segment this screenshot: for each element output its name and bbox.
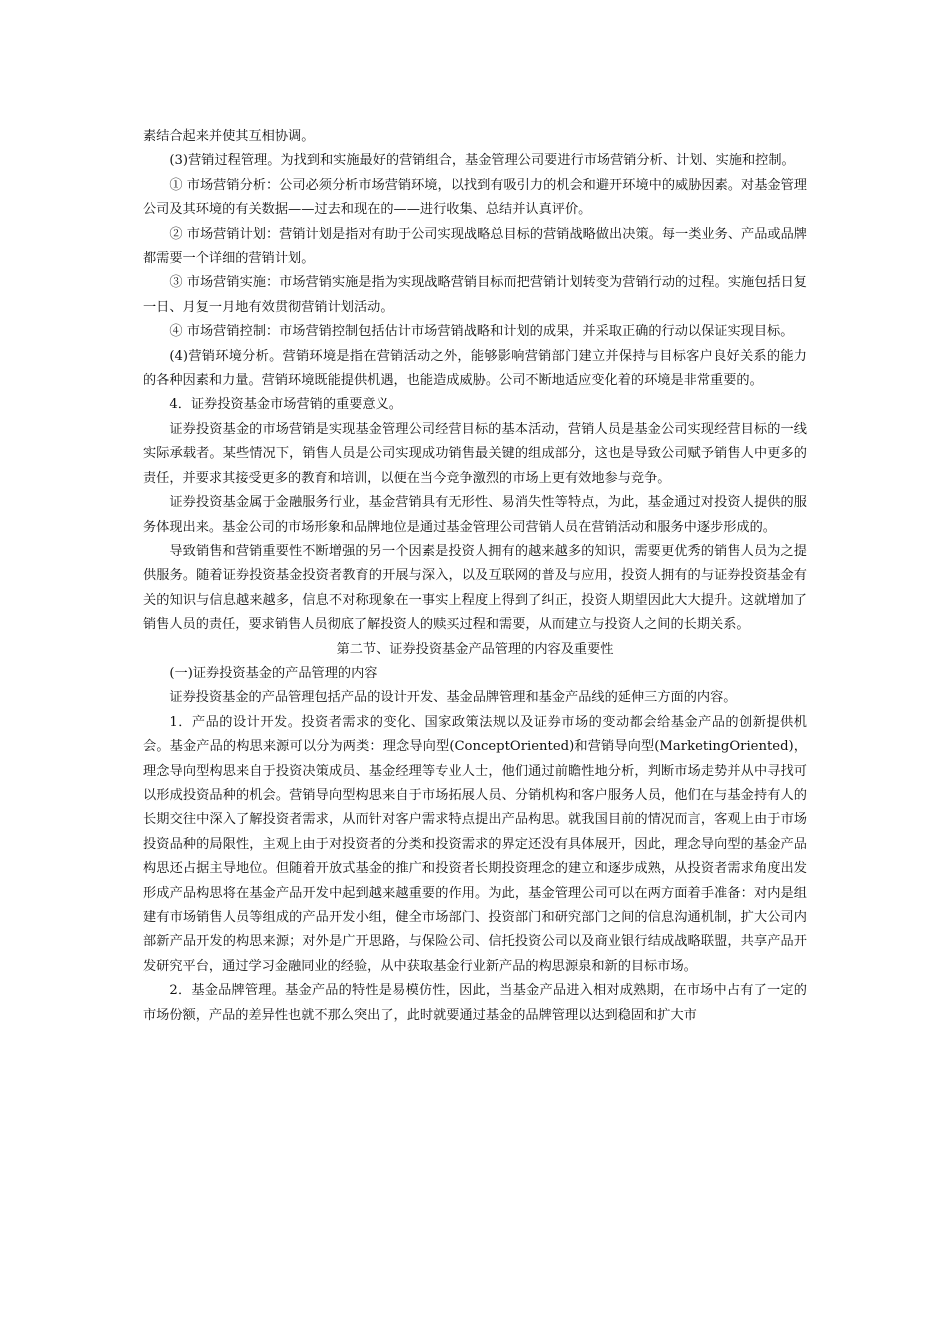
paragraph: ③ 市场营销实施：市场营销实施是指为实现战略营销目标而把营销计划转变为营销行动的过程。实施包括日复一日、月复一月地有效贯彻营销计划活动。 <box>143 275 807 315</box>
paragraph: 1．产品的设计开发。投资者需求的变化、国家政策法规以及证券市场的变动都会给基金产品的创新提供机会。基金产品的构思来源可以分为两类：理念导向型(ConceptOriented)和营销导向型(MarketingOriented)，理念导向型构思来自于投资决策成员、基金经理等专业人士，他们通过前瞻性地分析，判断市场走势并从中寻找可以形成投资品种的机会。营销导向型构思来自于市场拓展人员、分销机构和客户服务人员，他们在与基金持有人的长期交往中深入了解投资者需求，从而针对客户需求特点提出产品构思。就我国目前的情况而言，客观上由于市场投资品种的局限性，主观上由于对投资者的分类和投资需求的界定还没有具体展开，因此，理念导向型的基金产品构思还占据主导地位。但随着开放式基金的推广和投资者长期投资理念的建立和逐步成熟，从投资者需求角度出发形成产品构思将在基金产品开发中起到越来越重要的作用。为此，基金管理公司可以在两方面着手准备：对内是组建有市场销售人员等组成的产品开发小组，健全市场部门、投资部门和研究部门之间的信息沟通机制，扩大公司内部新产品开发的构思来源；对外是广开思路，与保险公司、信托投资公司以及商业银行结成战略联盟，共享产品开发研究平台，通过学习金融同业的经验，从中获取基金行业新产品的构思源泉和新的目标市场。 <box>143 714 807 974</box>
paragraph: (4)营销环境分析。营销环境是指在营销活动之外，能够影响营销部门建立并保持与目标客户良好关系的能力的各种因素和力量。营销环境既能提供机遇，也能造成威胁。公司不断地适应变化着的环境是非常重要的。 <box>143 348 807 389</box>
paragraph: 证券投资基金的市场营销是实现基金管理公司经营目标的基本活动，营销人员是基金公司实现经营目标的一线实际承载者。某些情况下，销售人员是公司实现成功销售最关键的组成部分，这也是导致公司赋予销售人中更多的责任，并要求其接受更多的教育和培训，以便在当今竞争激烈的市场上更有效地参与竞争。 <box>143 421 807 486</box>
section-item-heading: 4．证券投资基金市场营销的重要意义。 <box>169 397 402 413</box>
paragraph: ① 市场营销分析：公司必须分析市场营销环境，以找到有吸引力的机会和避开环境中的威胁因素。对基金管理公司及其环境的有关数据——过去和现在的——进行收集、总结并认真评价。 <box>143 177 807 218</box>
document-page <box>143 125 807 1028</box>
paragraph: 素结合起来并使其互相协调。 <box>143 129 315 144</box>
paragraph: 导致销售和营销重要性不断增强的另一个因素是投资人拥有的越来越多的知识，需要更优秀的销售人员为之提供服务。随着证券投资基金投资者教育的开展与深入，以及互联网的普及与应用，投资人拥有的与证券投资基金有关的知识与信息越来越多，信息不对称现象在一事实上程度上得到了纠正，投资人期望因此大大提升。这就增加了销售人员的责任，要求销售人员彻底了解投资人的赎买过程和需要，从而建立与投资人之间的长期关系。 <box>143 543 807 633</box>
subsection-heading: (一)证券投资基金的产品管理的内容 <box>169 665 378 681</box>
paragraph: (3)营销过程管理。为找到和实施最好的营销组合，基金管理公司要进行市场营销分析、计划、实施和控制。 <box>169 153 795 169</box>
paragraph: 2．基金品牌管理。基金产品的特性是易模仿性，因此，当基金产品进入相对成熟期，在市场中占有了一定的市场份额，产品的差异性也就不那么突出了，此时就要通过基金的品牌管理以达到稳固和扩大市 <box>143 983 807 1023</box>
paragraph: 证券投资基金的产品管理包括产品的设计开发、基金品牌管理和基金产品线的延伸三方面的内容。 <box>169 690 737 706</box>
paragraph: ② 市场营销计划：营销计划是指对有助于公司实现战略总目标的营销战略做出决策。每一类业务、产品或品牌都需要一个详细的营销计划。 <box>143 226 807 267</box>
paragraph: 证券投资基金属于金融服务行业，基金营销具有无形性、易消失性等特点，为此，基金通过对投资人提供的服务体现出来。基金公司的市场形象和品牌地位是通过基金管理公司营销人员在营销活动和服务中逐步形成的。 <box>143 495 807 535</box>
paragraph: ④ 市场营销控制：市场营销控制包括估计市场营销战略和计划的成果，并采取正确的行动以保证实现目标。 <box>169 324 794 340</box>
section-heading: 第二节、证券投资基金产品管理的内容及重要性 <box>336 641 614 657</box>
